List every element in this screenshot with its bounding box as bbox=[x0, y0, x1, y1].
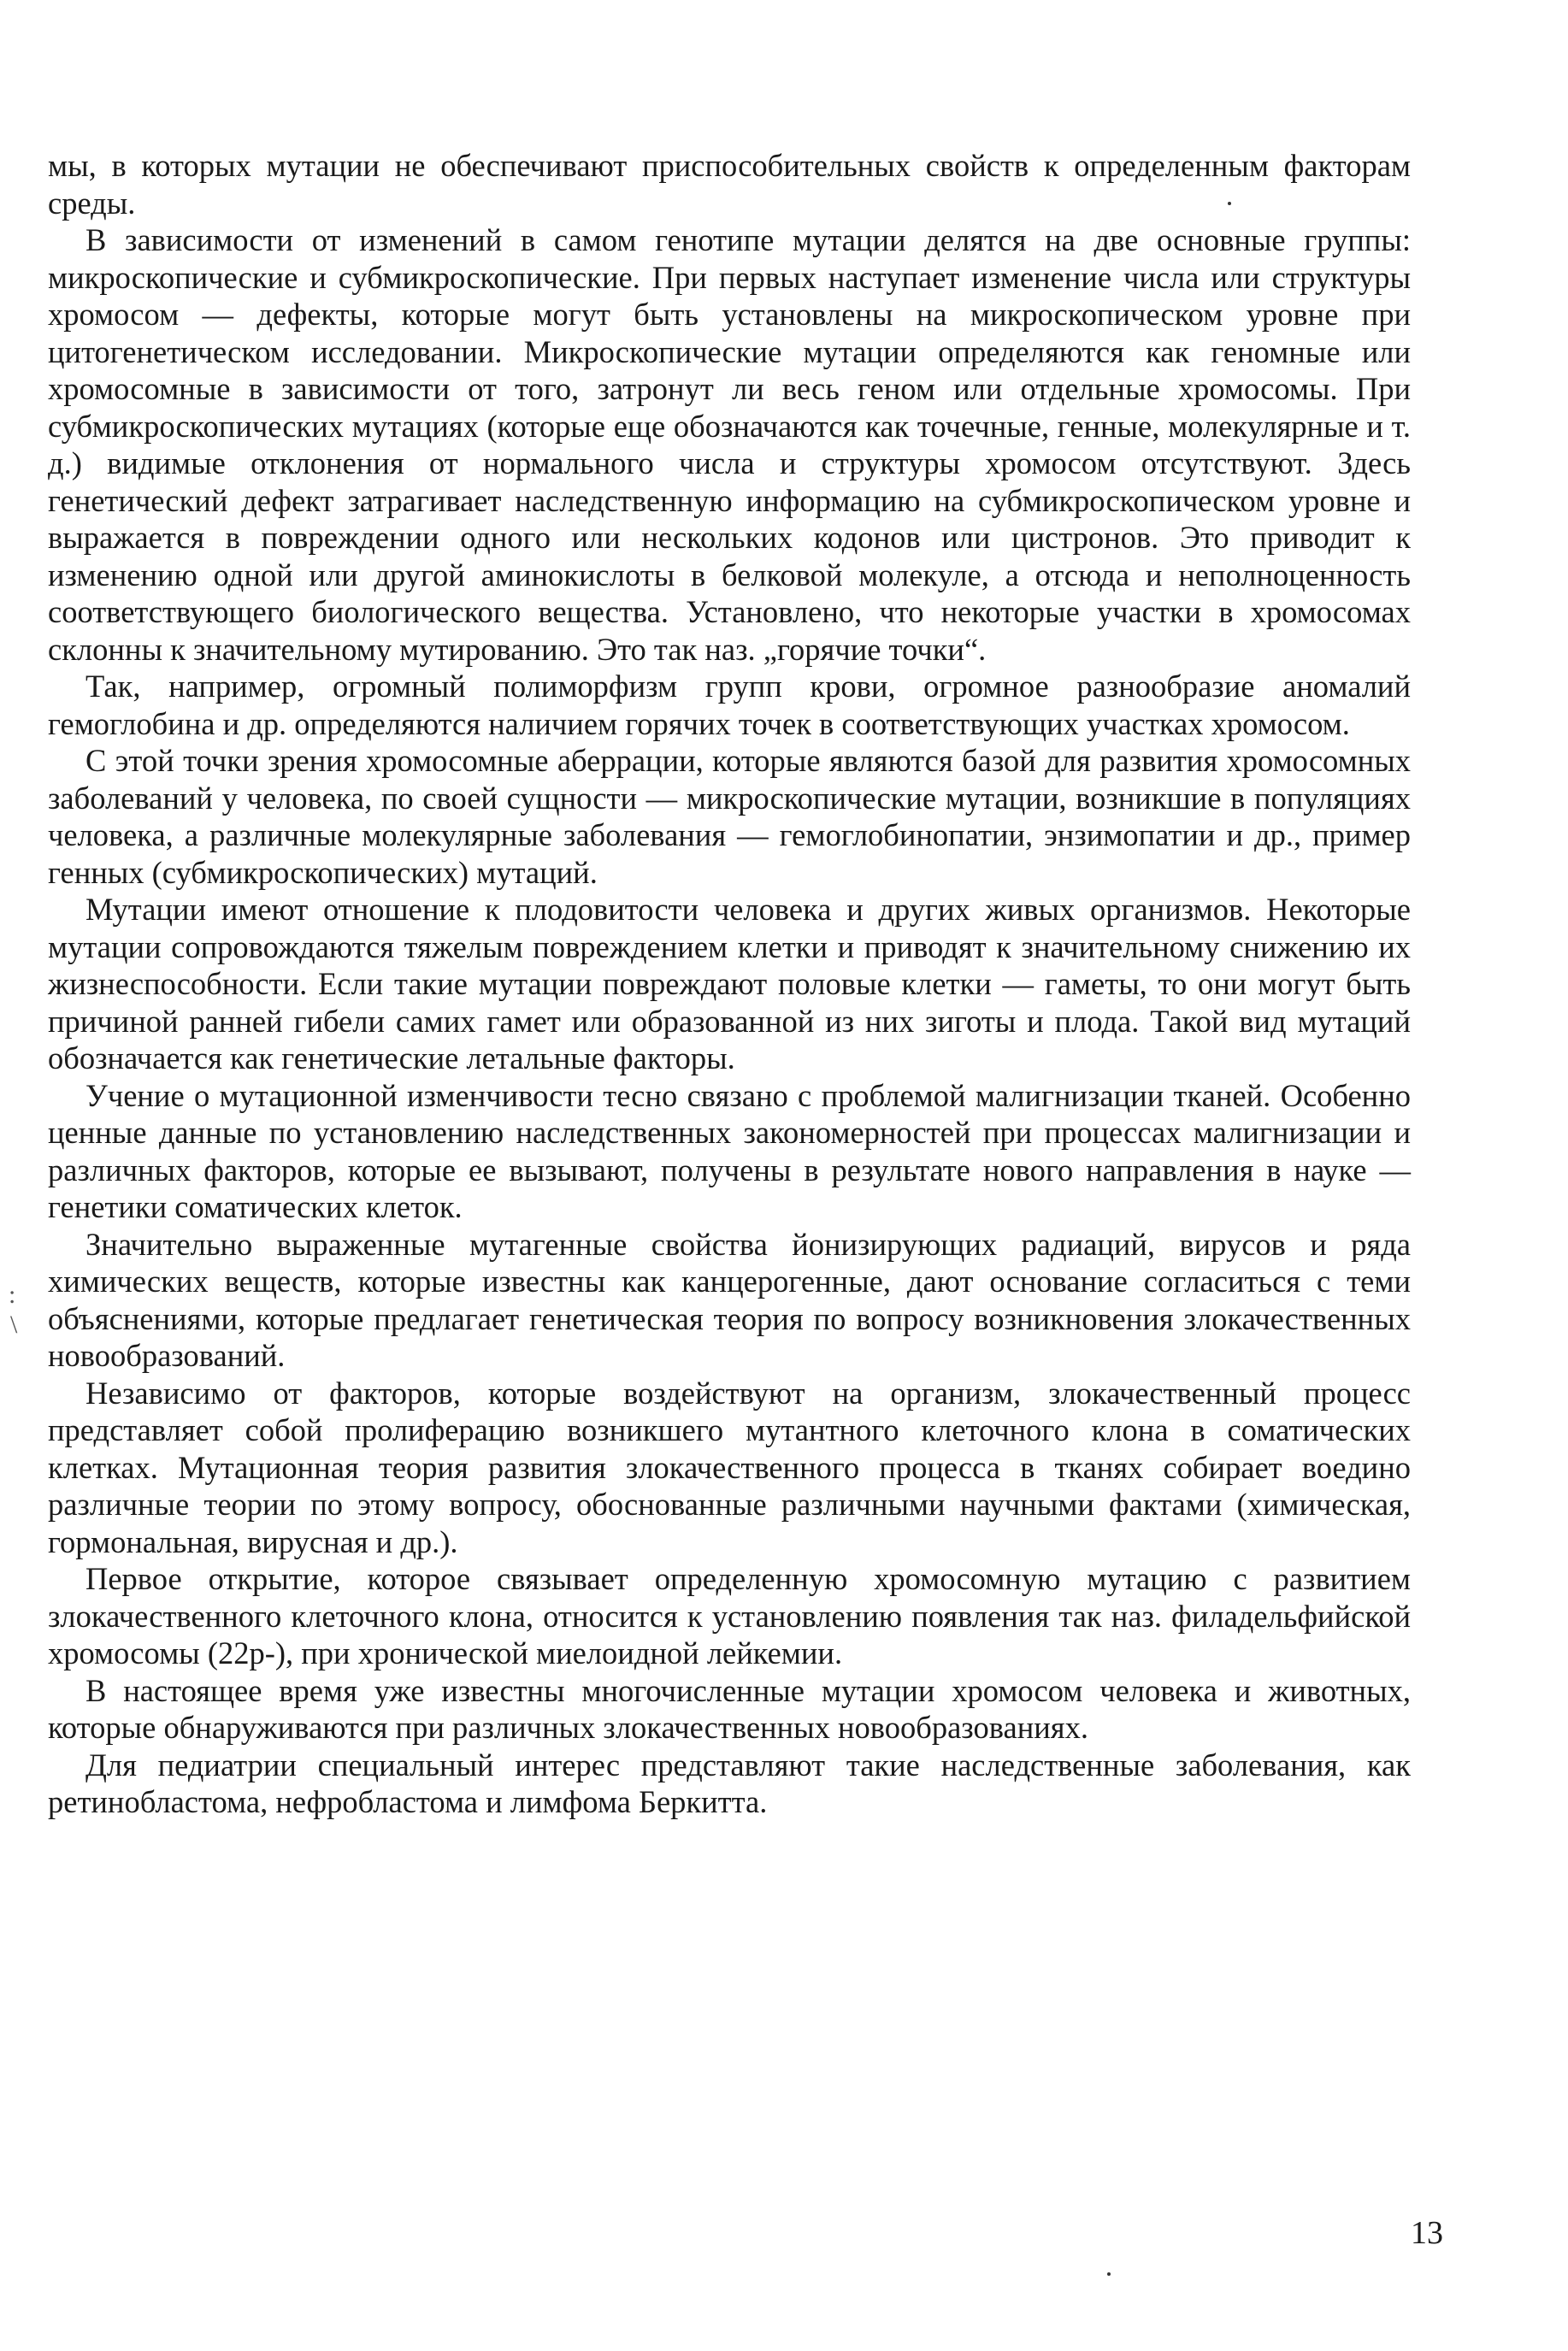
paragraph: Для педиатрии специальный интерес представляют такие наследственные заболевания, как ретинобластома, нефробластома и лимфома Беркитта. bbox=[48, 1747, 1411, 1819]
margin-mark: \ bbox=[10, 1311, 18, 1339]
paragraph: В зависимости от изменений в самом генотипе мутации делятся на две основные группы: микроскопические и субмикроскопические. При первых наступает изменение числа или структуры хромосом — дефекты, которые могут быть установлены на микроскопическом уровне при цитогенетическом исследовании. Микроскопические мутации определяются как геномные или хромосомные в зависимости от того, затронут ли весь геном или отдельные хромосомы. При субмикроскопических мутациях (которые еще обозначаются как точечные, генные, молекулярные и т. д.) видимые отклонения от нормального числа и структуры хромосом отсутствуют. Здесь генетический дефект затрагивает наследственную информацию на субмикроскопическом уровне и выражается в повреждении одного или нескольких кодонов или цистронов. Это приводит к изменению одной или другой аминокислоты в белковой молекуле, а отсюда и неполноценность соответствующего биологического вещества. Установлено, что некоторые участки в хромосомах склонны к значительному мутированию. Это так наз. „горячие точки“. bbox=[48, 222, 1411, 667]
paragraph: Мутации имеют отношение к плодовитости человека и других живых организмов. Некоторые мутации сопровождаются тяжелым повреждением клетки и приводят к значительному снижению их жизнеспособности. Если такие мутации повреждают половые клетки — гаметы, то они могут быть причиной ранней гибели самих гамет или образованной из них зиготы и плода. Такой вид мутаций обозначается как генетические летальные факторы. bbox=[48, 892, 1411, 1075]
paragraph: Значительно выраженные мутагенные свойства йонизирующих радиаций, вирусов и ряда химических веществ, которые известны как канцерогенные, дают основание согласиться с теми объяснениями, которые предлагает генетическая теория по вопросу возникновения злокачественных новообразований. bbox=[48, 1226, 1411, 1373]
paragraph: мы, в которых мутации не обеспечивают приспособительных свойств к определенным факторам среды. bbox=[48, 148, 1411, 221]
paragraph: В настоящее время уже известны многочисленные мутации хромосом человека и животных, которые обнаруживаются при различных злокачественных новообразованиях. bbox=[48, 1672, 1411, 1745]
paragraph: Учение о мутационной изменчивости тесно связано с проблемой малигнизации тканей. Особенно ценные данные по установлению наследственных закономерностей при процессах малигнизации и различных факторов, которые ее вызывают, получены в результате нового направления в науке — генетики соматических клеток. bbox=[48, 1077, 1411, 1224]
paragraph: Первое открытие, которое связывает определенную хромосомную мутацию с развитием злокачественного клеточного клона, относится к установлению появления так наз. филадельфийской хромосомы (22р-), при хронической миелоидной лейкемии. bbox=[48, 1561, 1411, 1670]
paragraph: Независимо от факторов, которые воздействуют на организм, злокачественный процесс представляет собой пролиферацию возникшего мутантного клеточного клона в соматических клетках. Мутационная теория развития злокачественного процесса в тканях собирает воедино различные теории по этому вопросу, обоснованные различными научными фактами (химическая, гормональная, вирусная и др.). bbox=[48, 1375, 1411, 1559]
body-text bbox=[48, 147, 1411, 1821]
paragraph: С этой точки зрения хромосомные аберрации, которые являются базой для развития хромосомных заболеваний у человека, по своей сущности — микроскопические мутации, возникшие в популяциях человека, а различные молекулярные заболевания — гемоглобинопатии, энзимопатии и др., пример генных (субмикроскопических) мутаций. bbox=[48, 743, 1411, 890]
scan-speck bbox=[1228, 202, 1231, 205]
page-number: 13 bbox=[1411, 2215, 1443, 2251]
scan-speck bbox=[1107, 2272, 1111, 2276]
paragraph: Так, например, огромный полиморфизм групп крови, огромное разнообразие аномалий гемоглобина и др. определяются наличием горячих точек в соответствующих участках хромосом. bbox=[48, 669, 1411, 741]
margin-mark: : bbox=[9, 1281, 16, 1309]
